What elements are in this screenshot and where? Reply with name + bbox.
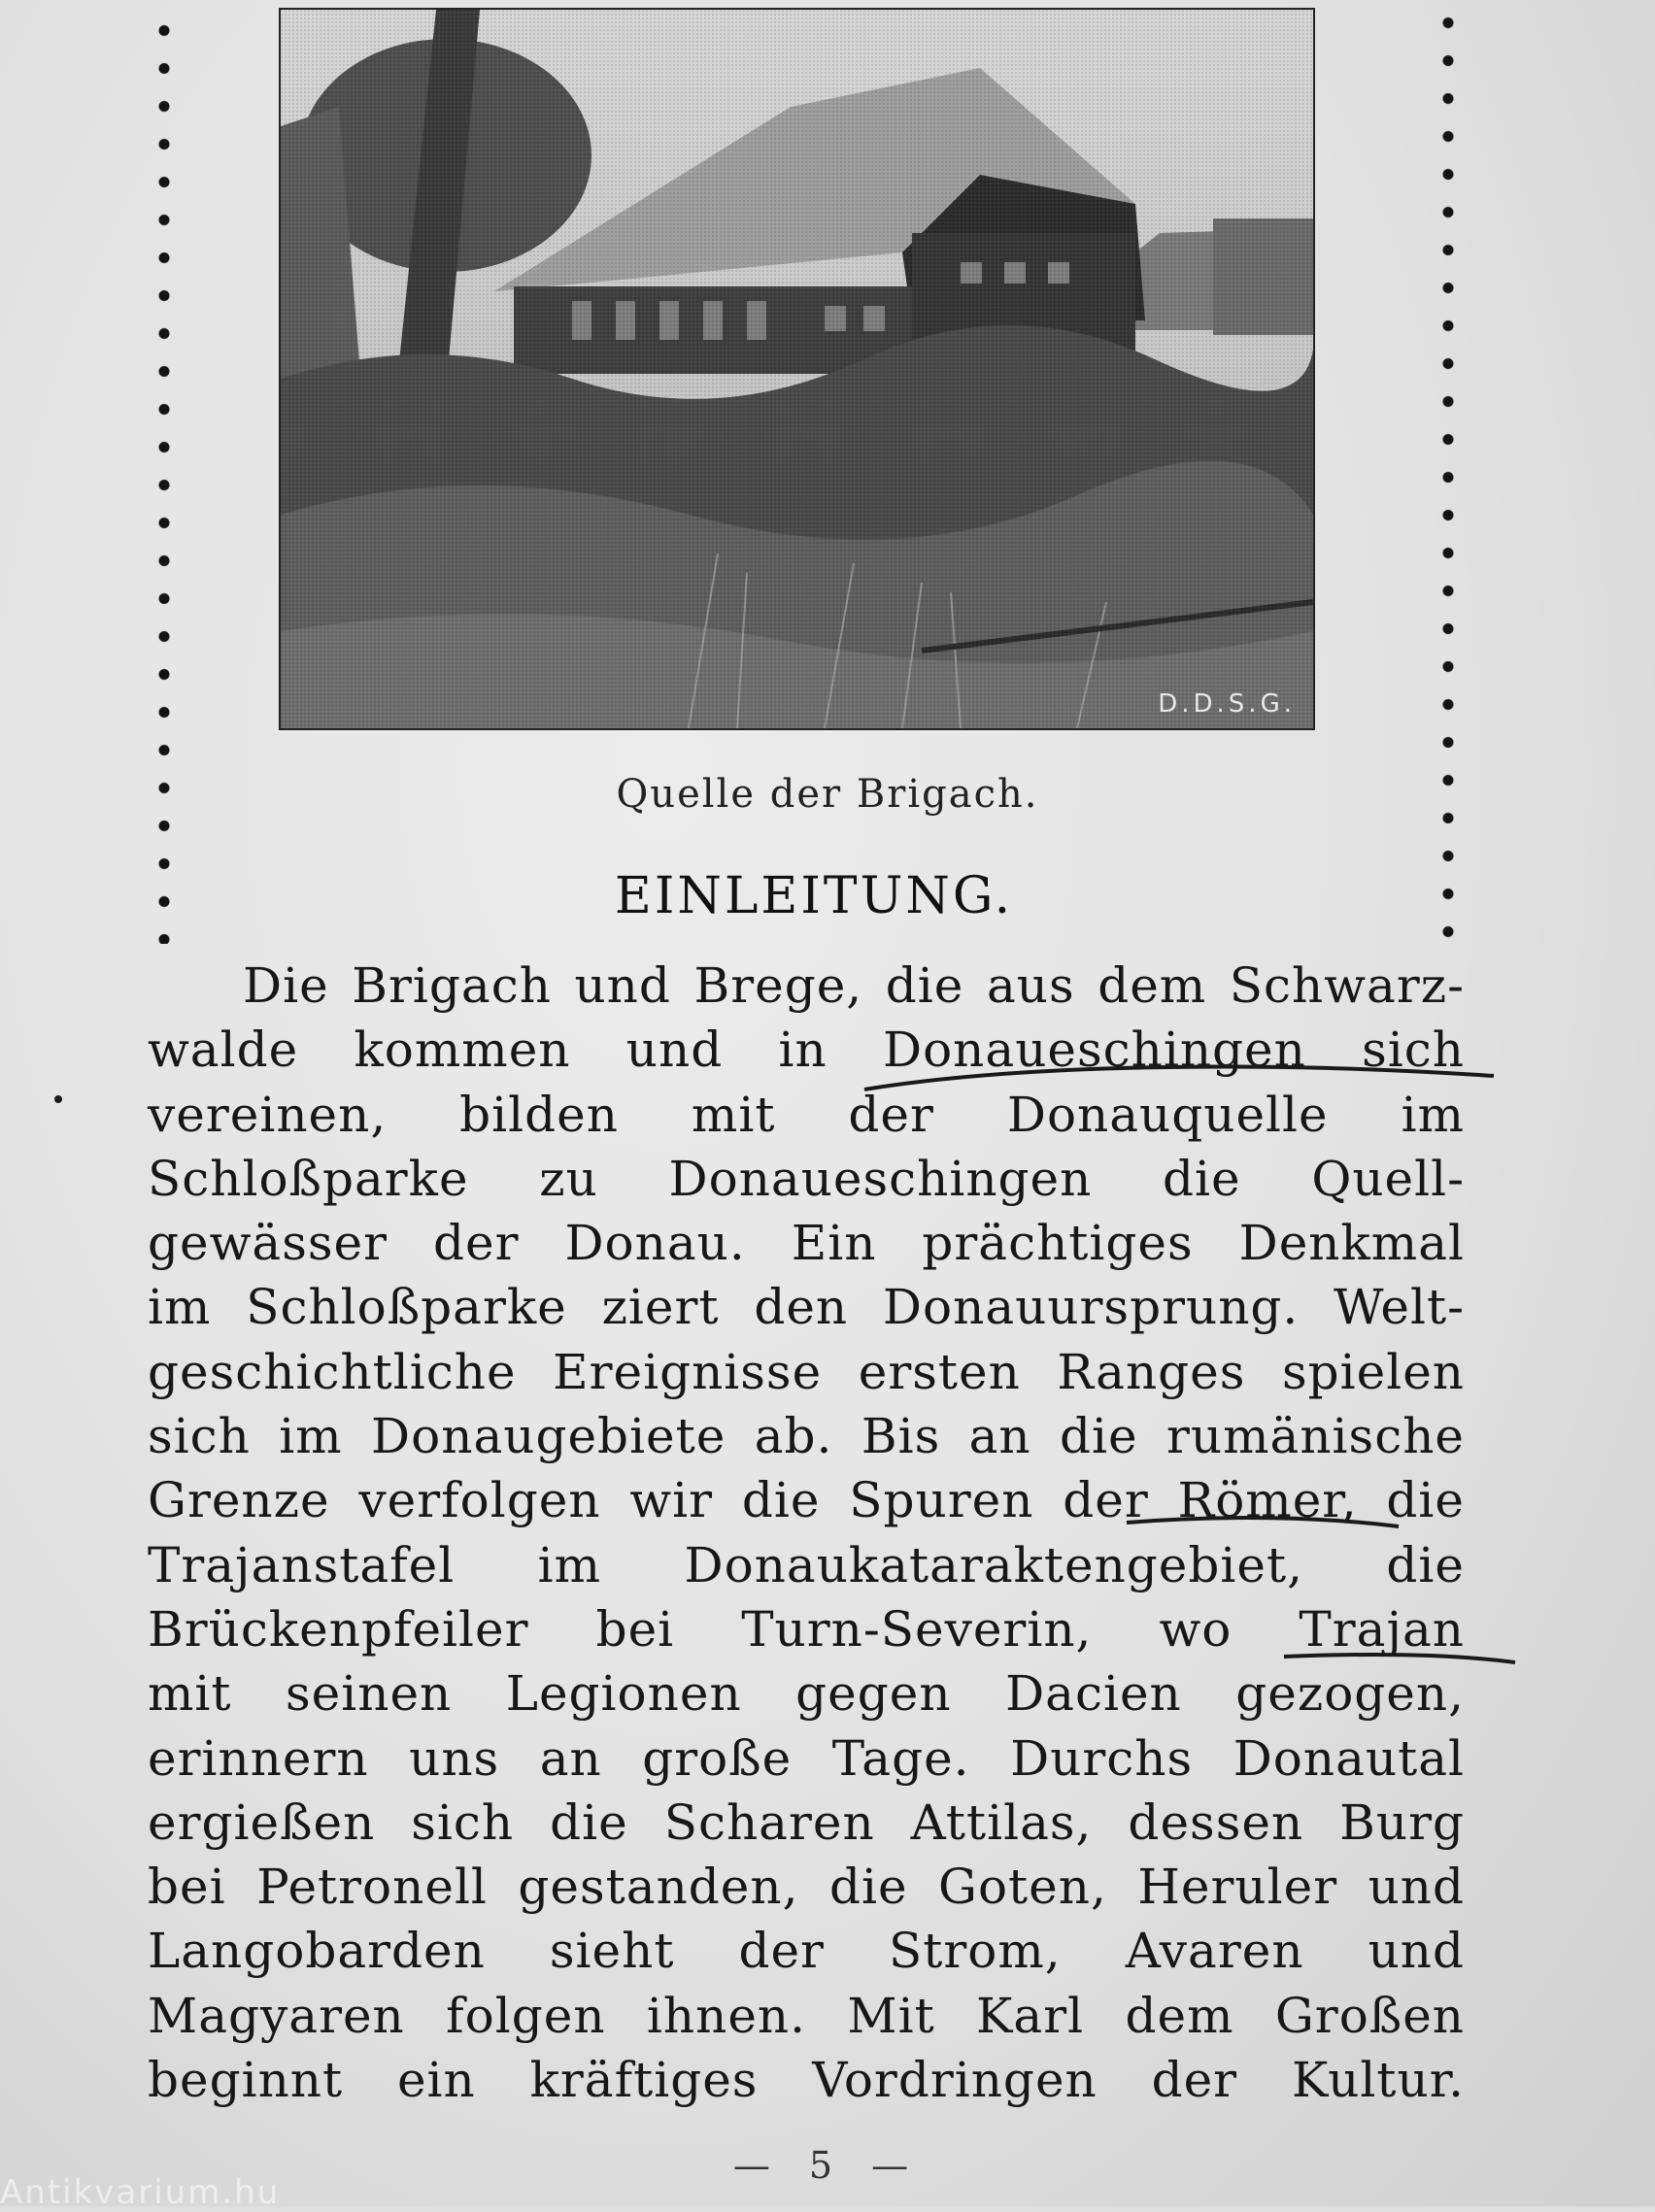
photo-watermark: D.D.S.G. — [1158, 689, 1296, 719]
text-line: vereinen, bilden mit der Donauquelle im — [148, 1086, 1465, 1143]
farmhouse-photo-icon — [279, 8, 1315, 730]
page-number: — 5 — — [732, 2144, 923, 2187]
text-line: Brückenpfeiler bei Turn-Severin, wo Trajan — [148, 1600, 1465, 1658]
text-line: Die Brigach und Brege, die aus dem Schwarz- — [243, 957, 1465, 1014]
text-line: Schloßparke zu Donaueschingen die Quell- — [148, 1150, 1465, 1207]
text-line: sich im Donaugebiete ab. Bis an die rumänische — [148, 1408, 1465, 1465]
section-heading: EINLEITUNG. — [614, 867, 1014, 925]
text-line: Langobarden sieht der Strom, Avaren und — [148, 1923, 1465, 1980]
text-line: gewässer der Donau. Ein prächtiges Denkmal — [148, 1215, 1465, 1272]
text-line: beginnt ein kräftiges Vordringen der Kultur. — [148, 2052, 1465, 2109]
text-line: ergießen sich die Scharen Attilas, dessen Burg — [148, 1793, 1465, 1851]
ink-speck — [54, 1095, 62, 1103]
corner-stamp: Antikvarium.hu — [0, 2173, 281, 2212]
text-line: Trajanstafel im Donaukataraktengebiet, die — [148, 1536, 1465, 1593]
text-line: Magyaren folgen ihnen. Mit Karl dem Großen — [148, 1987, 1465, 2044]
text-line: mit seinen Legionen gegen Dacien gezogen, — [148, 1665, 1465, 1723]
text-line: geschichtliche Ereignisse ersten Ranges spielen — [148, 1343, 1465, 1400]
figure-caption: Quelle der Brigach. — [616, 772, 1039, 817]
text-line: Grenze verfolgen wir die Spuren der Römer, die — [148, 1472, 1465, 1529]
text-line: bei Petronell gestanden, die Goten, Heruler und — [148, 1859, 1465, 1916]
text-line: erinnern uns an große Tage. Durchs Donautal — [148, 1729, 1465, 1787]
text-line: walde kommen und in Donaueschingen sich — [148, 1022, 1465, 1079]
body-paragraph — [148, 954, 1465, 2112]
text-line: im Schloßparke ziert den Donauursprung. Welt- — [148, 1279, 1465, 1336]
